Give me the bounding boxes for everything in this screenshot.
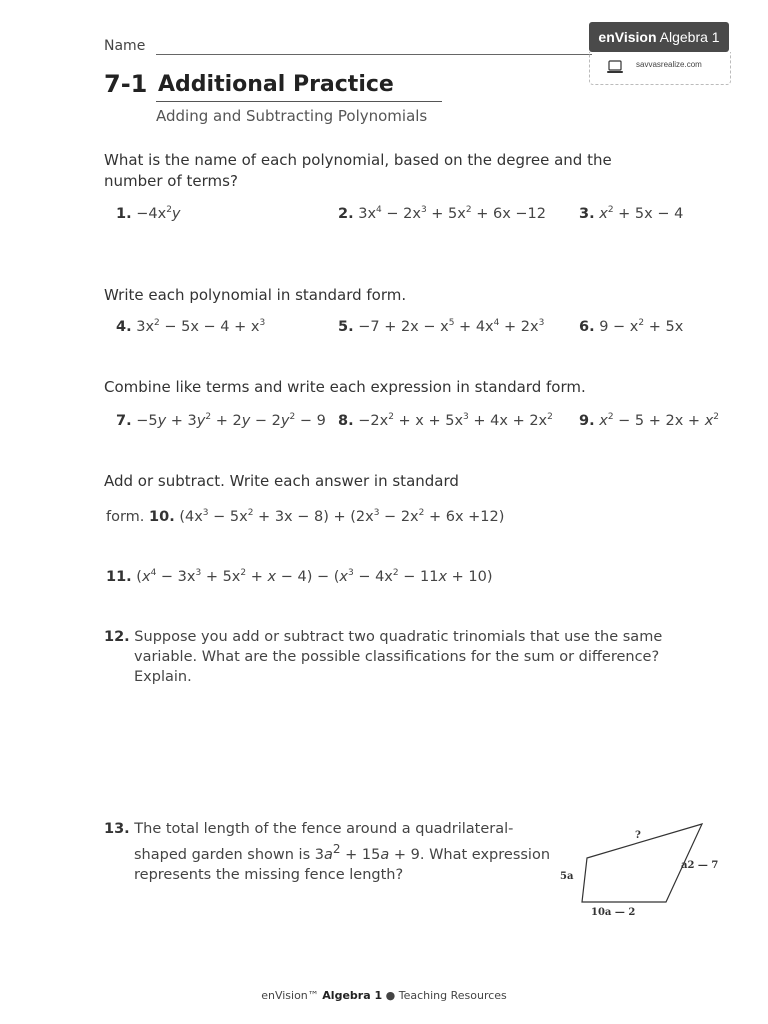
name-label: Name	[104, 38, 146, 54]
problem-number: 10.	[149, 508, 175, 525]
problem-expression: $x^2 - 5 + 2x + x^2$	[599, 412, 720, 429]
footer-brand: enVision™	[261, 989, 319, 1002]
footer	[0, 989, 768, 1002]
instruction-3: Combine like terms and write each expression in standard form.	[104, 378, 586, 396]
problem-number: 1.	[116, 205, 132, 222]
problem-9	[579, 412, 719, 429]
bottom-side-label: 10a — 2	[591, 907, 636, 918]
problem-number: 4.	[116, 318, 132, 335]
problem-number: 12.	[104, 629, 130, 645]
problem-4	[116, 318, 265, 335]
problem-number: 7.	[116, 412, 132, 429]
problem-number: 8.	[338, 412, 354, 429]
lesson-title: Additional Practice	[158, 72, 394, 97]
problem-number: 5.	[338, 318, 354, 335]
problem-expression: $3x^4 - 2x^3 + 5x^2 + 6x -12$	[358, 205, 546, 222]
problem-number: 6.	[579, 318, 595, 335]
lesson-subtitle: Adding and Subtracting Polynomials	[156, 107, 428, 125]
problem-lead-text: form.	[106, 508, 145, 525]
instruction-2: Write each polynomial in standard form.	[104, 286, 407, 304]
website-link[interactable]: savvasrealize.com	[636, 60, 702, 69]
problem-13	[104, 819, 564, 885]
problem-expression: $-2x^2 + x + 5x^3 + 4x + 2x^2$	[358, 412, 553, 429]
left-side-label: 5a	[560, 871, 574, 882]
instruction-1: What is the name of each polynomial, based on the degree and the number of terms?	[104, 151, 612, 190]
problem-7	[116, 412, 326, 429]
name-line	[156, 54, 592, 55]
problem-2	[338, 205, 546, 222]
problem-12	[104, 627, 694, 687]
footer-resource: Teaching Resources	[398, 989, 507, 1002]
problem-expression: $-7 + 2x - x^5 + 4x^4 + 2x^3$	[358, 318, 545, 335]
problem-expression: $(x^4 - 3x^3 + 5x^2 + x - 4) - (x^3 - 4x^2 - 11x + 10)$	[136, 568, 493, 585]
problem-expression: $(4x^3 - 5x^2 + 3x - 8) + (2x^3 - 2x^2 + 6x +12)$	[179, 508, 505, 525]
problem-number: 2.	[338, 205, 354, 222]
brand-badge	[589, 22, 729, 52]
instruction-4: Add or subtract. Write each answer in standard	[104, 472, 459, 490]
problem-6	[579, 318, 683, 335]
footer-product: Algebra 1	[322, 989, 383, 1002]
laptop-icon	[606, 60, 624, 74]
problem-11	[106, 568, 493, 585]
problem-expression: $3x^2 - 5x - 4 + x^3$	[136, 318, 266, 335]
problem-expression: $9 - x^2 + 5x$	[599, 318, 684, 335]
problem-text: Suppose you add or subtract two quadratic trinomials that use the same variable. What are the possible classifications for the sum or difference? Explain.	[134, 629, 663, 685]
problem-8	[338, 412, 553, 429]
problem-5	[338, 318, 544, 335]
problem-expression: $-4x^2y$	[136, 205, 181, 222]
problem-number: 13.	[104, 821, 130, 837]
brand-prefix: enVision	[598, 29, 657, 45]
lesson-number: 7-1	[104, 70, 148, 98]
garden-quadrilateral-figure	[555, 818, 725, 923]
title-rule	[156, 101, 442, 102]
problem-1	[116, 205, 181, 222]
footer-bullet: ●	[385, 989, 396, 1002]
problem-10	[106, 508, 504, 525]
top-side-label: ?	[635, 830, 641, 841]
problem-expression: $x^2 + 5x - 4$	[599, 205, 684, 222]
problem-number: 11.	[106, 568, 132, 585]
problem-expression: $-5y + 3y^2 + 2y - 2y^2 - 9$	[136, 412, 326, 429]
right-side-label: a2 — 7	[681, 860, 719, 871]
problem-number: 3.	[579, 205, 595, 222]
problem-3	[579, 205, 683, 222]
problem-text: The total length of the fence around a quadrilateral-shaped garden shown is $3a^2 + 15a + 9$. What expression represents the missing fence length?	[134, 821, 551, 883]
problem-number: 9.	[579, 412, 595, 429]
brand-product: Algebra 1	[659, 29, 720, 45]
